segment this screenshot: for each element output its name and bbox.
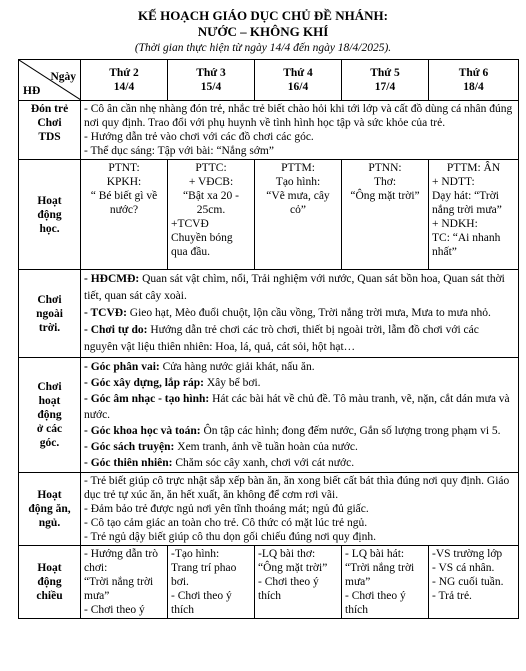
row-label-an-ngu	[19, 473, 81, 546]
row-an-ngu	[19, 473, 519, 546]
afternoon-cell-mon	[81, 546, 168, 619]
content-line: - Trẻ ngủ dậy biết giúp cô thu dọn gối chiếu đúng nơi quy định.	[84, 531, 376, 543]
afternoon-cell-fri	[429, 546, 519, 619]
day-header-5	[429, 60, 519, 101]
lesson-line: “Ông mặt trời”	[350, 190, 420, 202]
row-label-line: động ăn,	[28, 503, 71, 515]
lesson-line: KPKH:	[106, 176, 142, 188]
day-date: 16/4	[287, 81, 309, 93]
lesson-line: + NDTT:	[432, 176, 475, 188]
row-label-line: ngoài	[36, 307, 63, 320]
day-date: 15/4	[200, 81, 222, 93]
lesson-line: PTNT:	[108, 162, 140, 174]
lesson-line: “Bật xa 20 - 25cm.	[183, 190, 239, 216]
day-header-3	[255, 60, 342, 101]
choi-ngoai-troi-content	[81, 270, 519, 358]
row-label-line: hoạt	[38, 395, 61, 407]
row-label-line: động	[37, 409, 62, 421]
choi-goc-content	[81, 358, 519, 473]
content-line: - Góc khoa học và toán: Ôn tập các hình; đong đếm nước, Gắn số lượng trong phạm vi 5.	[84, 425, 501, 437]
lesson-cell-mon	[81, 160, 168, 270]
afternoon-line: -LQ bài thơ:	[258, 548, 316, 560]
content-line: - Chơi tự do: Hướng dẫn trẻ chơi các trò chơi, thiết bị ngoài trời, lẫm đồ chơi với các nguyên vật liệu thiên nhiên: Hoa, lá, quả, cát sỏi, hột hạt…	[84, 324, 479, 353]
afternoon-line: - Trả trẻ.	[432, 590, 472, 602]
content-line: - TCVĐ: Gieo hạt, Mèo đuổi chuột, lộn cầu vồng, Trời nắng trời mưa, Mưa to mưa nhỏ.	[84, 307, 491, 319]
content-line: - Góc xây dựng, lắp ráp: Xây bể bơi.	[84, 377, 261, 389]
row-choi-goc	[19, 358, 519, 473]
row-choi-ngoai-troi	[19, 270, 519, 358]
row-label-don-tre	[19, 101, 81, 160]
header-row	[19, 60, 519, 101]
corner-day-label: Ngày	[50, 71, 76, 83]
content-line: - Hướng dẫn trẻ vào chơi với các đồ chơi các góc.	[84, 131, 314, 143]
afternoon-line: - Chơi theo ý	[84, 604, 145, 616]
an-ngu-content	[81, 473, 519, 546]
lesson-line: + NDKH:	[432, 218, 478, 230]
afternoon-line: - VS cá nhân.	[432, 562, 495, 574]
lesson-line: Tạo hình:	[275, 176, 321, 188]
row-label-line: góc.	[39, 437, 60, 449]
row-label-line: ở các	[36, 423, 63, 435]
afternoon-line: “Trời nắng trời mưa”	[345, 562, 415, 588]
lesson-cell-thu	[342, 160, 429, 270]
afternoon-line: - Chơi theo ý thích	[171, 590, 232, 616]
document-topic: NƯỚC – KHÔNG KHÍ	[197, 24, 329, 39]
row-label-line: Chơi	[37, 117, 62, 129]
content-line: - Cô tạo cảm giác an toàn cho trẻ. Cô thức có mặt lúc trẻ ngủ.	[84, 517, 368, 529]
afternoon-line: - Chơi theo ý thích	[345, 590, 406, 616]
row-label-line: động	[37, 576, 62, 588]
day-header-4	[342, 60, 429, 101]
row-label-line: Hoạt	[37, 489, 62, 501]
row-label-hoat-dong-hoc	[19, 160, 81, 270]
row-label-line: TDS	[38, 131, 61, 143]
afternoon-line: - Hướng dẫn trò chơi:	[84, 548, 158, 574]
lesson-line: Chuyền bóng qua đầu.	[171, 232, 233, 258]
lesson-line: PTTM:	[281, 162, 315, 174]
afternoon-line: Trang trí phao bơi.	[171, 562, 237, 588]
row-hoat-dong-hoc	[19, 160, 519, 270]
lesson-line: PTNN:	[368, 162, 402, 174]
document-title: KẾ HOẠCH GIÁO DỤC CHỦ ĐỀ NHÁNH:	[138, 8, 388, 23]
content-line: - Góc sách truyện: Xem tranh, ảnh về tuần hoàn của nước.	[84, 441, 358, 453]
lesson-line: “Vẽ mưa, cây cỏ”	[266, 190, 330, 216]
day-date: 14/4	[113, 81, 135, 93]
row-label-line: chiều	[36, 590, 63, 602]
afternoon-line: “Trời nắng trời mưa”	[84, 576, 154, 602]
lesson-line: Dạy hát: “Trời nắng trời mưa”	[432, 190, 502, 216]
row-chieu	[19, 546, 519, 619]
afternoon-line: -Tạo hình:	[171, 548, 220, 560]
row-label-line: trời.	[38, 321, 61, 334]
row-label-line: Chơi	[37, 381, 62, 393]
row-label-line: Hoạt	[37, 194, 62, 207]
row-label-line: động	[37, 208, 62, 221]
row-label-line: Đón trẻ	[30, 103, 69, 115]
row-don-tre	[19, 101, 519, 160]
corner-cell	[19, 60, 81, 101]
lesson-line: Thơ:	[373, 176, 397, 188]
day-header-1	[81, 60, 168, 101]
day-name: Thứ 2	[109, 67, 139, 79]
row-label-choi-goc	[19, 358, 81, 473]
afternoon-line: - NG cuối tuần.	[432, 576, 504, 588]
lesson-line: TC: “Ai nhanh nhất”	[432, 232, 501, 258]
lesson-cell-tue	[168, 160, 255, 270]
lesson-line: PTTC:	[195, 162, 227, 174]
content-line: - Thể dục sáng: Tập với bài: “Nắng sớm”	[84, 145, 274, 157]
content-line: - Góc thiên nhiên: Chăm sóc cây xanh, chơi với cát nước.	[84, 457, 355, 469]
content-line: - Trẻ biết giúp cô trực nhật sắp xếp bàn ăn, ăn xong biết cất bát thìa đúng nơi quy định. Giáo dục trẻ tự xúc ăn, ăn hết xuất, ăn không để cơm rơi vãi.	[84, 475, 510, 501]
day-name: Thứ 6	[458, 67, 489, 79]
row-label-line: học.	[39, 222, 60, 235]
lesson-cell-wed	[255, 160, 342, 270]
content-line: - Đảm bảo trẻ được ngủ nơi yên tĩnh thoáng mát; ngủ đủ giấc.	[84, 503, 369, 515]
afternoon-line: - Chơi theo ý thích	[258, 576, 319, 602]
plan-table	[18, 59, 519, 619]
content-line: - Góc phân vai: Cửa hàng nước giải khát, nấu ăn.	[84, 361, 315, 373]
afternoon-cell-thu	[342, 546, 429, 619]
row-label-chieu	[19, 546, 81, 619]
afternoon-line: -VS trường lớp	[432, 548, 503, 560]
day-date: 18/4	[463, 81, 484, 93]
day-header-2	[168, 60, 255, 101]
row-label-line: ngủ.	[38, 517, 61, 529]
afternoon-cell-wed	[255, 546, 342, 619]
content-line: - Góc âm nhạc - tạo hình: Hát các bài hát về chủ đề. Tô màu tranh, vẽ, nặn, cắt dán mưa và nước.	[84, 393, 510, 421]
lesson-cell-fri	[429, 160, 519, 270]
row-label-line: Hoạt	[37, 562, 62, 574]
content-line: - HĐCMĐ: Quan sát vật chìm, nổi, Trải nghiệm với nước, Quan sát bồn hoa, Quan sát thời tiết, quan sát cây xoài.	[84, 273, 505, 302]
document-subtitle: (Thời gian thực hiện từ ngày 14/4 đến ngày 18/4/2025).	[134, 42, 392, 54]
afternoon-cell-tue	[168, 546, 255, 619]
corner-activity-label: HĐ	[23, 85, 41, 97]
lesson-line: + VĐCB:	[188, 176, 234, 188]
afternoon-line: “Ông mặt trời”	[258, 562, 328, 574]
lesson-line: +TCVĐ	[171, 218, 209, 230]
row-label-choi-ngoai-troi	[19, 270, 81, 358]
day-name: Thứ 4	[283, 67, 313, 79]
day-name: Thứ 5	[370, 67, 400, 79]
lesson-line: PTTM: ÂN	[446, 162, 501, 174]
day-date: 17/4	[374, 81, 396, 93]
don-tre-content	[81, 101, 519, 160]
lesson-line: “ Bé biết gì về nước?	[90, 190, 158, 216]
content-line: - Cô ân cần nhẹ nhàng đón trẻ, nhắc trẻ biết chào hỏi khi tới lớp và cất đồ dùng cá nhân đúng nơi quy định. Trao đổi với phụ huynh về tình hình học tập và sức khỏe của trẻ.	[84, 103, 513, 129]
row-label-line: Chơi	[37, 293, 62, 306]
day-name: Thứ 3	[196, 67, 226, 79]
afternoon-line: - LQ bài hát:	[345, 548, 405, 560]
